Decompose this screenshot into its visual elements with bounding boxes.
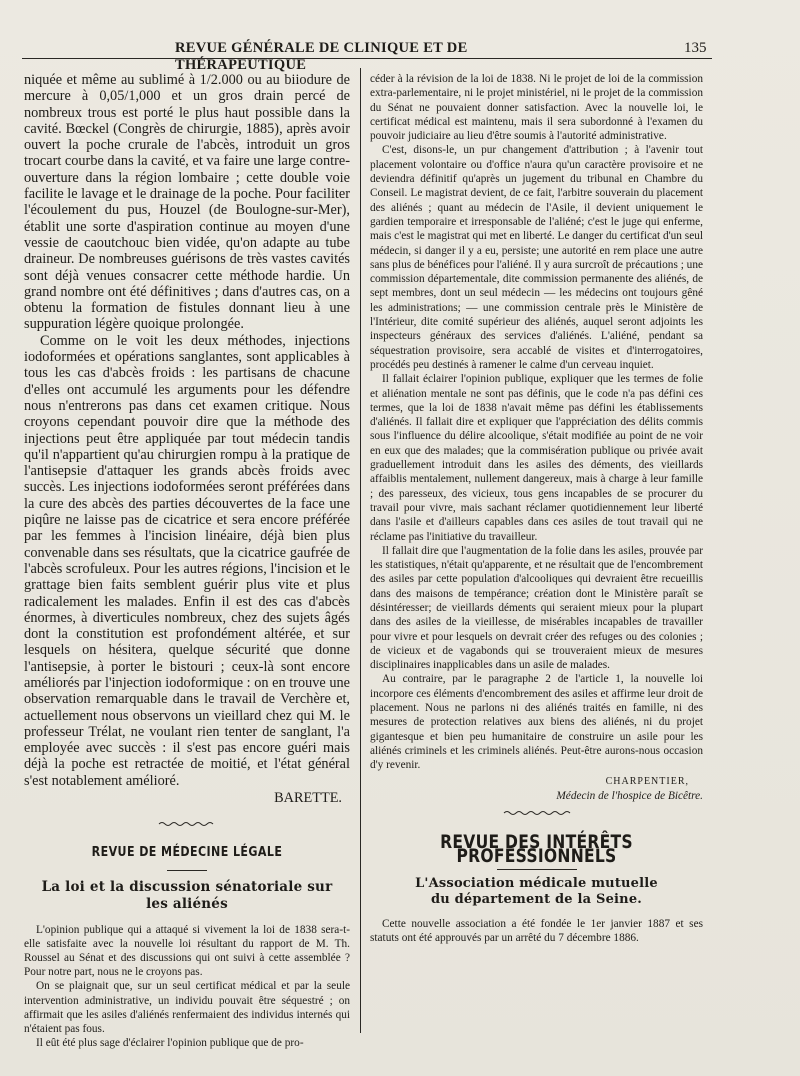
body-paragraph: L'opinion publique qui a attaqué si vivement la loi de 1838 sera-t-elle satisfaite avec la nouvelle loi résultant du rapport de M. Th. Roussel au Sénat et des discussions qui ont suivi à cette assemblée ? Pour notre part, nous ne le croyons pas. bbox=[24, 923, 350, 979]
author-role: Médecin de l'hospice de Bicêtre. bbox=[556, 789, 703, 802]
body-paragraph: Il fallait dire que l'augmentation de la folie dans les asiles, prouvée par les statistiques, n'était qu'apparente, et ne résultait que de l'encombrement des asiles par cette population d'alcooliques qui devraient être recueillis dans des maisons de tempérance; création dont le Ministère paraît se désintéresser; de vieillards déments qui seraient mieux pour la plupart dans des asiles de la vieillesse, de misérables incapables de travailler pour vivre et pour lesquels on devrait créer des refuges ou des colonies ; de vicieux et de vagabonds qui se trouveraient mieux de mesures disciplinaires inapplicables dans un asile de malades. bbox=[370, 544, 703, 672]
article-title bbox=[24, 879, 350, 913]
body-paragraph: Il eût été plus sage d'éclairer l'opinion publique que de pro- bbox=[36, 1037, 304, 1050]
ornament-divider bbox=[502, 809, 572, 817]
article-title-line: les aliénés bbox=[146, 895, 228, 912]
article-title bbox=[370, 876, 703, 909]
body-paragraph: C'est, disons-le, un pur changement d'attribution ; à l'avenir tout placement volontaire ou d'office n'aura qu'un caractère provisoire et ne deviendra définitif qu'après un jugement du tribunal en Chambre du Conseil. Le magistrat devient, de ce fait, l'arbitre souverain du placement des aliénés ; quant au médecin de l'Asile, il devient uniquement le gardien temporaire et irresponsable de l'aliéné; c'est le juge qui enferme, mais c'est le magistrat qui met en liberté. Le danger du certificat d'un seul médecin, si danger il y a eu, persiste; une autorité en rem place une autre sans plus de bénéfices pour l'aliéné. Il y aura surcroît de précautions ; une commission départementale, dite commission permanente des aliénés, de sept membres, dont un seul médecin — les médecins ont toujours gêné les administrations; — une commission centrale près le Ministère de l'Intérieur, dite comité supérieur des aliénés, auquel seront adjoints les inspecteurs généraux des services d'aliénés. L'aliéné, pendant sa séquestration provisoire, sera accablé de visites et d'interrogatoires, procédés peu destinés à ramener le calme d'un cerveau inquiet. bbox=[370, 144, 703, 371]
column-divider bbox=[360, 68, 361, 1033]
ornament-divider bbox=[157, 820, 217, 828]
section-rule bbox=[167, 870, 207, 871]
author-signature: BARETTE. bbox=[274, 790, 342, 807]
author-name: CHARPENTIER, bbox=[605, 775, 689, 787]
header-rule bbox=[22, 58, 712, 59]
article-title-line: du département de la Seine. bbox=[430, 892, 643, 908]
left-column bbox=[24, 72, 350, 1050]
body-paragraph: Il fallait éclairer l'opinion publique, expliquer que les termes de folie et aliénation mentale ne sont pas définis, que le code n'a pas défini ces termes, que la loi de 1838 n'avait même pas défini les établissements d'aliénés. Il fallait dire et expliquer que l'appréciation des délits commis sous l'influence du délire alcoolique, s'était modifiée au point de ne voir en eux que des malades; que la commisération publique ou privée avait graduellement introduit dans les asiles des déments, des vieillards affaiblis mentalement, nullement dangereux, mais à charge à leur famille ; des paresseux, des vicieux, tous gens incapables de se procurer du travail pour vivre, mais sachant réclamer quotidiennement leur liberté dans l'asile et d'ailleurs capables dans ces asiles de tout travail qui ne réclame pas l'initiative du travailleur. bbox=[370, 373, 703, 543]
body-paragraph: Cette nouvelle association a été fondée le 1er janvier 1887 et ses statuts ont été approuvés par un arrêté du 7 décembre 1886. bbox=[370, 917, 703, 945]
body-paragraph: céder à la révision de la loi de 1838. Ni le projet de loi de la commission extra-parlementaire, ni le projet ministériel, ni le projet de la commission du Sénat ne pouvaient donner satisfaction. Avec la nouvelle loi, le certificat médical est maintenu, mais il sera subordonné à l'examen du pouvoir judiciaire au lieu d'être soumis à l'autorité administrative. bbox=[370, 73, 703, 143]
running-header bbox=[0, 40, 800, 73]
section-rule bbox=[497, 869, 577, 870]
right-column bbox=[370, 72, 703, 945]
running-title: REVUE GÉNÉRALE DE CLINIQUE ET DE THÉRAPEUTIQUE bbox=[175, 40, 468, 73]
body-paragraph: Comme on le voit les deux méthodes, injections iodoformées et opérations sanglantes, sont applicables à tous les cas d'abcès froids : les partisans de chacune d'elles ont accumulé les arguments pour les défendre nous n'entrerons pas dans cet examen critique. Nous croyons cependant pouvoir dire que la méthode des injections peut être appliquée par tout médecin tandis qu'il n'appartient qu'au chirurgien rompu à la pratique de l'antisepsie d'attaquer les grands abcès froids avec succès. Les injections iodoformées seront préférées dans la cure des abcès des parties découvertes de la face une piqûre ne laisse pas de cicatrice et sera encore préférée par les femmes à l'incision linéaire, déjà bien plus convenable dans ses résultats, que la cicatrice gaufrée de l'abcès scrofuleux. Pour les autres régions, l'incision et le grattage bien faits semblent guérir plus vite et plus radicalement les malades. Enfin il est des cas d'abcès énormes, à diverticules nombreux, chez des sujets âgés dont la constitution est profondément altérée, et sur lesquels on hésitera, quelque sécurité que donne l'antisepsie, à porter le bistouri ; ceux-là sont encore améliorés par l'injection iodoformique : on en trouve une observation remarquable dans le travail de Verchère et, actuellement nous observons un vieillard chez qui M. le professeur Trélat, ne voulant rien tenter de sanglant, l'a employée avec succès : il s'est pas encore guéri mais déjà la poche est retractée de moitié, et l'état général s'est notablement amélioré. bbox=[24, 332, 350, 789]
section-title: REVUE DES INTÉRÊTS PROFESSIONNELS bbox=[440, 831, 633, 868]
section-title: REVUE DE MÉDECINE LÉGALE bbox=[91, 844, 283, 861]
body-paragraph: On se plaignait que, sur un seul certificat médical et par la seule intervention administrative, un individu pouvait être séquestré ; on affirmait que les asiles d'aliénés renfermaient des individus internés qui n'étaient pas fous. bbox=[24, 980, 350, 1036]
article-title-line: La loi et la discussion sénatoriale sur bbox=[41, 878, 333, 895]
body-paragraph: Au contraire, par le paragraphe 2 de l'article 1, la nouvelle loi incorpore ces éléments d'encombrement des asiles et affirme leur droit de placement. Nous ne parlons ni des aliénés traités en famille, ni des mesures de protection relatives aux biens des aliénés, ni du projet gigantesque et bien peu humanitaire de construire un asile pour les aliénés criminels et les criminels aliénés. Peut-être aurons-nous occasion d'y revenir. bbox=[370, 673, 703, 772]
article-title-line: L'Association médicale mutuelle bbox=[415, 875, 658, 891]
body-paragraph: niquée et même au sublimé à 1/2.000 ou au biiodure de mercure à 0,05/1,000 et un gros drain percé de nombreux trous est porté le plus haut possible dans la cavité. Bœckel (Congrès de chirurgie, 1885), après avoir ouvert la poche crurale de l'abcès, introduit un gros trocart courbe dans la cavité, et va faire une large contre-ouverture dans la région lombaire ; cette double voie facilite le lavage et le drainage de la poche. Pour faciliter l'écoulement du pus, Houzel (de Boulogne-sur-Mer), établit une sorte d'aspiration continue au moyen d'une vessie de caoutchouc bien vidée, qu'on adapte au tube draineur. De nombreuses guérisons de très vastes cavités sont déjà venues consacrer cette méthode hardie. Un grand nombre ont été définitives ; dans d'autres cas, on a obtenu la formation de fistules donnant lieu à une suppuration légère quoique prolongée. bbox=[24, 72, 350, 333]
page-number: 135 bbox=[684, 40, 707, 56]
article-body bbox=[24, 923, 350, 1051]
